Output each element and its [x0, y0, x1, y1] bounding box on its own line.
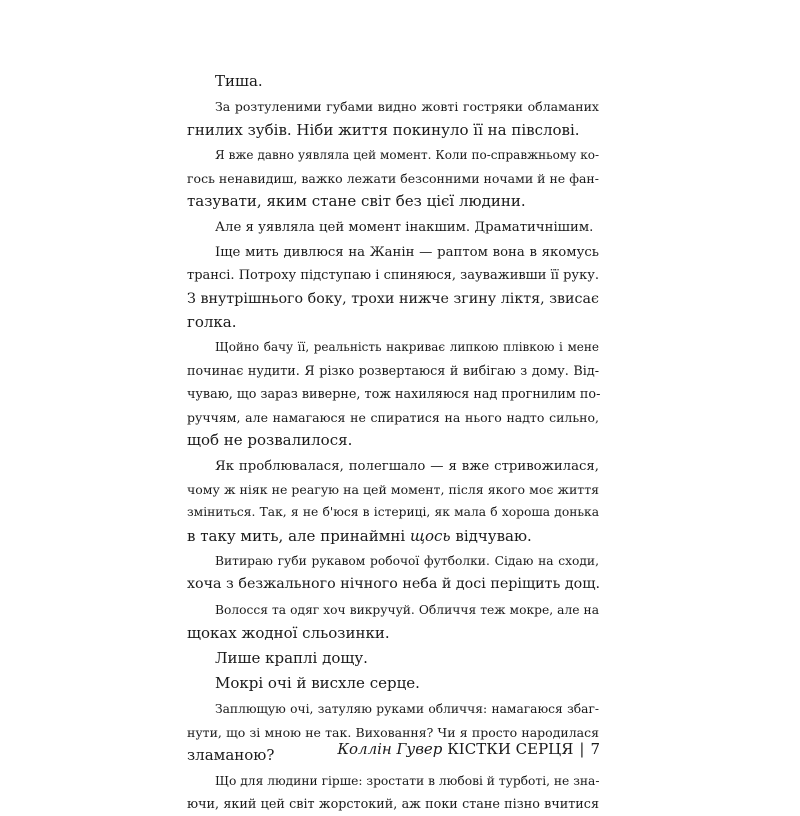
- paragraph-line: За розтуленими губами видно жовті гостряки обламаних: [215, 99, 599, 115]
- paragraph-line: трансі. Потроху підступаю і спиняюся, зауваживши її руку.: [187, 268, 599, 284]
- paragraph-line: в таку мить, але принаймні щось відчуваю.: [187, 526, 532, 545]
- footer-book-title: КІСТКИ СЕРЦЯ: [447, 740, 574, 758]
- paragraph-line: нути, що зі мною не так. Виховання? Чи я просто народилася: [187, 725, 599, 741]
- paragraph-line: гнилих зубів. Ніби життя покинуло її на півслові.: [187, 120, 580, 139]
- footer-author: Коллін Гувер: [337, 740, 443, 758]
- paragraph-line: гось ненавидиш, важко лежати безсонними ночами й не фан-: [187, 171, 599, 187]
- paragraph-line: Волосся та одяг хоч викручуй. Обличчя теж мокре, але на: [215, 602, 599, 617]
- paragraph-line: щоб не розвалилося.: [187, 431, 353, 450]
- paragraph-line: Мокрі очі й висхле серце.: [215, 674, 420, 693]
- paragraph-line: Що для людини гірше: зростати в любові й турботі, не зна-: [215, 773, 600, 788]
- paragraph-line: чому ж ніяк не реагую на цей момент, після якого моє життя: [187, 482, 599, 498]
- paragraph-line: Тиша.: [215, 72, 263, 90]
- paragraph-line: хоча з безжального нічного неба й досі періщить дощ.: [187, 576, 600, 593]
- footer-separator: |: [579, 740, 585, 758]
- paragraph-line: голка.: [187, 312, 237, 331]
- paragraph-line: Щойно бачу її, реальність накриває липкою плівкою і мене: [215, 340, 599, 355]
- paragraph-line: Я вже давно уявляла цей момент. Коли по-справжньому ко-: [215, 147, 599, 162]
- paragraph-line: щоках жодної сльозинки.: [187, 623, 390, 642]
- emphasis: щось: [409, 526, 451, 545]
- paragraph-line: руччям, але намагаюся не спиратися на нього надто сильно,: [187, 410, 599, 426]
- running-footer: [337, 740, 600, 758]
- paragraph-line: З внутрішнього боку, трохи нижче згину ліктя, звисає: [187, 290, 599, 307]
- paragraph-line: Як проблювалася, полегшало — я вже стривожилася,: [215, 458, 599, 474]
- paragraph-line: починає нудити. Я різко розвертаюся й вибігаю з дому. Від-: [187, 363, 599, 379]
- paragraph-line: чуваю, що зараз виверне, тож нахиляюся над прогнилим по-: [187, 386, 601, 402]
- paragraph-line: ючи, який цей світ жорстокий, аж поки стане пізно вчитися: [187, 796, 599, 812]
- paragraph-line: Заплющую очі, затуляю руками обличчя: намагаюся збаг-: [215, 701, 599, 716]
- paragraph-line: зміниться. Так, я не б'юся в істериці, як мала б хороша донька: [187, 505, 599, 520]
- paragraph-line: тазувати, яким стане світ без цієї людини.: [187, 192, 526, 211]
- paragraph-line: Лише краплі дощу.: [215, 649, 368, 668]
- paragraph-line: Витираю губи рукавом робочої футболки. Сідаю на сходи,: [215, 553, 599, 568]
- paragraph-line: зламаною?: [187, 746, 275, 765]
- paragraph-line: Але я уявляла цей момент інакшим. Драматичнішим.: [215, 219, 594, 235]
- page-number: 7: [590, 740, 600, 758]
- body-text: [187, 70, 599, 816]
- paragraph-line: Іще мить дивлюся на Жанін — раптом вона в якомусь: [215, 245, 599, 261]
